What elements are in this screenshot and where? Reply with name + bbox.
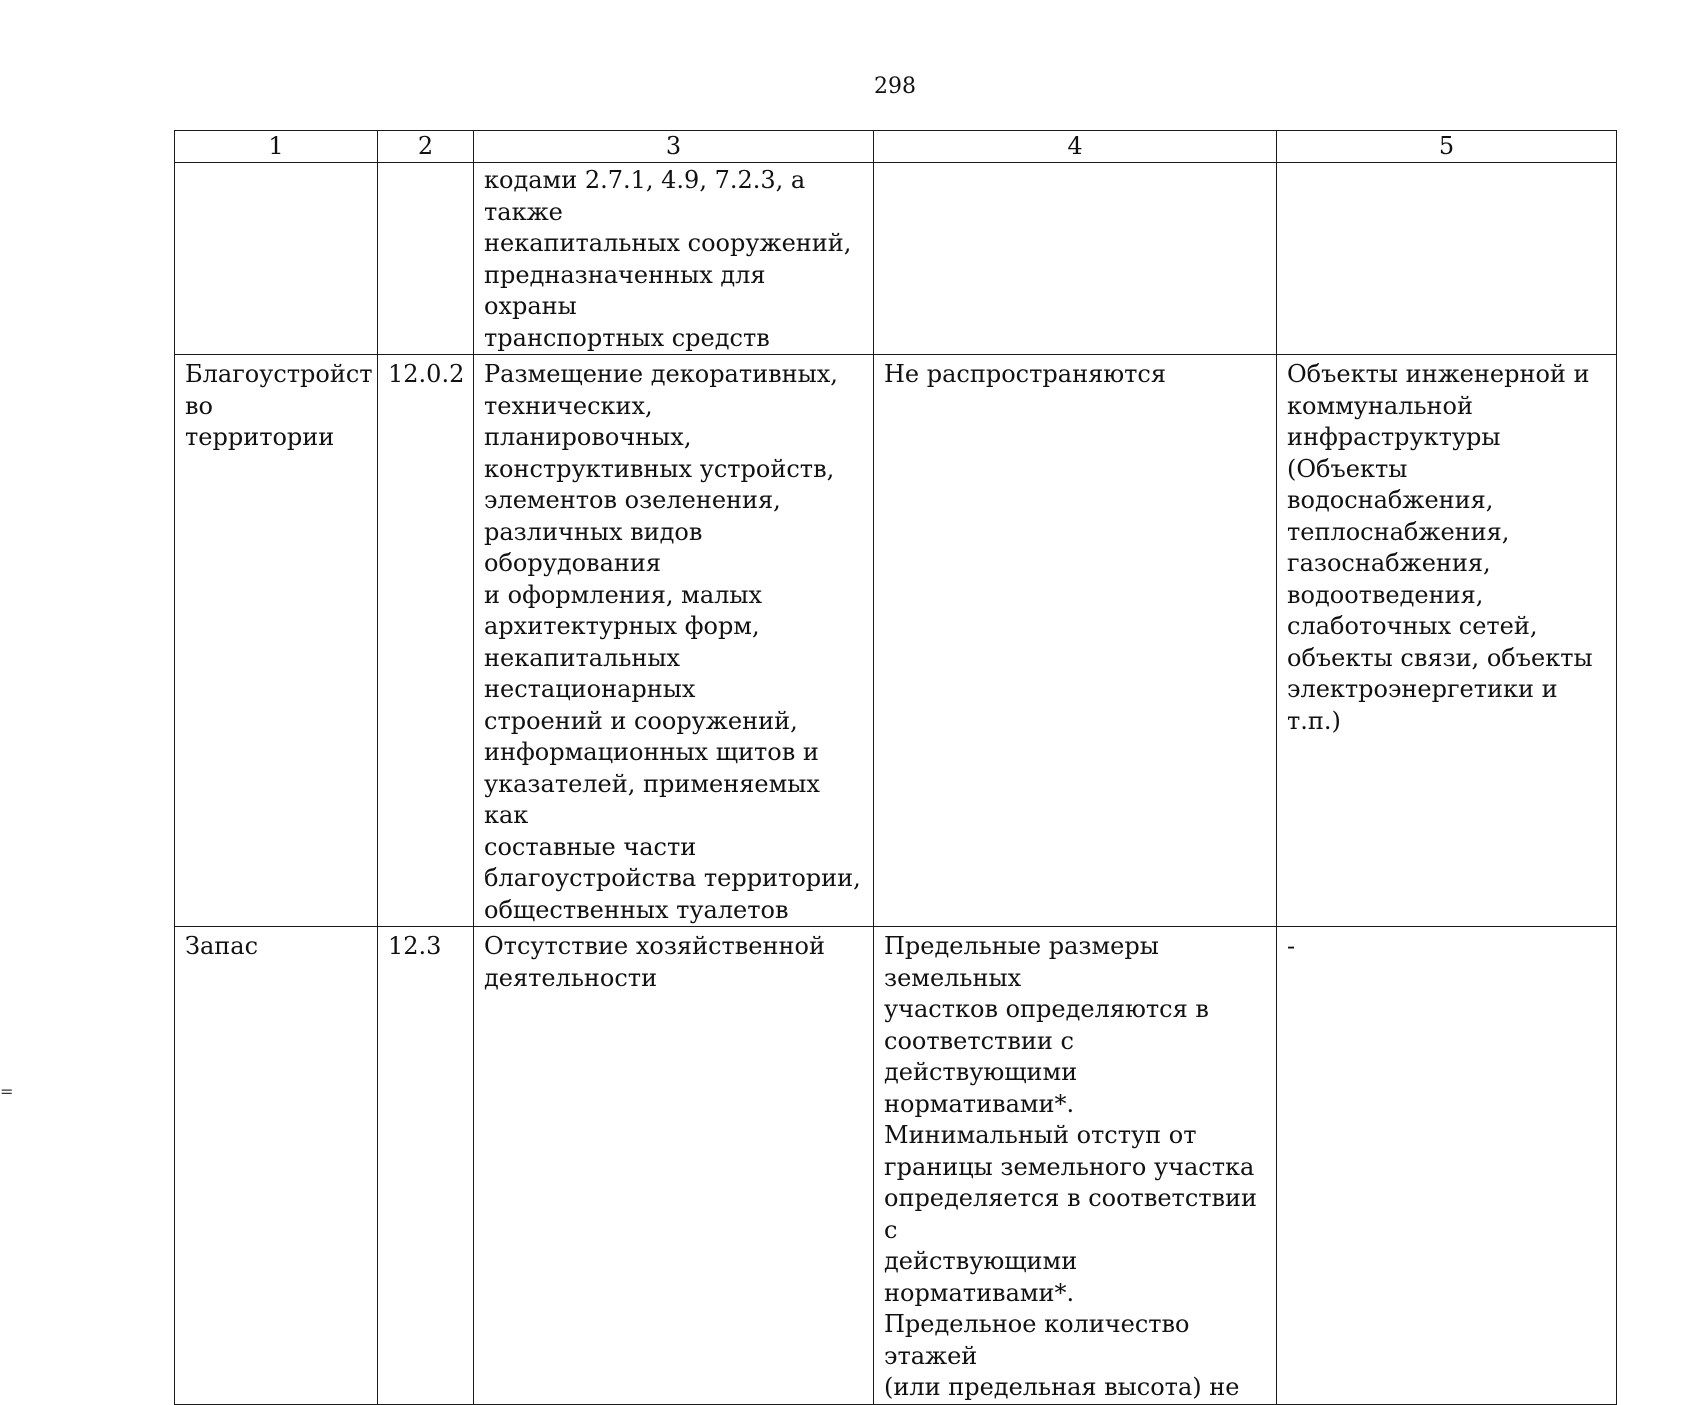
row-2-auxiliary-uses: Объекты инженерной и коммунальной инфраструктуры (Объекты водоснабжения, теплоснабжения, газоснабжения, водоотведения, слаботочных сетей, объекты связи, объекты электроэнергетики и т.п.): [1277, 355, 1617, 927]
land-use-table: [174, 130, 1617, 1405]
row-2-use-name: Благоустройст во территории: [175, 355, 378, 927]
row-3-use-name: Запас: [175, 927, 378, 1405]
row-1-code: [378, 163, 474, 355]
header-cell-1: 1: [175, 131, 378, 163]
row-3-auxiliary-uses: -: [1277, 927, 1617, 1405]
header-cell-2: 2: [378, 131, 474, 163]
header-cell-4: 4: [874, 131, 1277, 163]
row-2-parameters: Не распространяются: [874, 355, 1277, 927]
row-1-use-name: [175, 163, 378, 355]
row-3-description: Отсутствие хозяйственной деятельности: [474, 927, 874, 1405]
table-row: [175, 163, 1617, 355]
header-cell-5: 5: [1277, 131, 1617, 163]
table-header-row: [175, 131, 1617, 163]
row-3-parameters: Предельные размеры земельных участков определяются в соответствии с действующими нормативами*. Минимальный отступ от границы земельного участка определяется в соответствии с действующими нормативами*. Предельное количество этажей (или предельная высота) не: [874, 927, 1277, 1405]
scan-edge-mark: =: [0, 1082, 14, 1101]
row-1-description: кодами 2.7.1, 4.9, 7.2.3, а также некапитальных сооружений, предназначенных для охраны транспортных средств: [474, 163, 874, 355]
table-row: [175, 927, 1617, 1405]
header-cell-3: 3: [474, 131, 874, 163]
row-2-code: 12.0.2: [378, 355, 474, 927]
row-1-auxiliary-uses: [1277, 163, 1617, 355]
row-1-parameters: [874, 163, 1277, 355]
row-3-code: 12.3: [378, 927, 474, 1405]
page-number: 298: [874, 74, 916, 99]
table-row: [175, 355, 1617, 927]
row-2-description: Размещение декоративных, технических, планировочных, конструктивных устройств, элементов озеленения, различных видов оборудования и оформления, малых архитектурных форм, некапитальных нестационарных строений и сооружений, информационных щитов и указателей, применяемых как составные части благоустройства территории, общественных туалетов: [474, 355, 874, 927]
